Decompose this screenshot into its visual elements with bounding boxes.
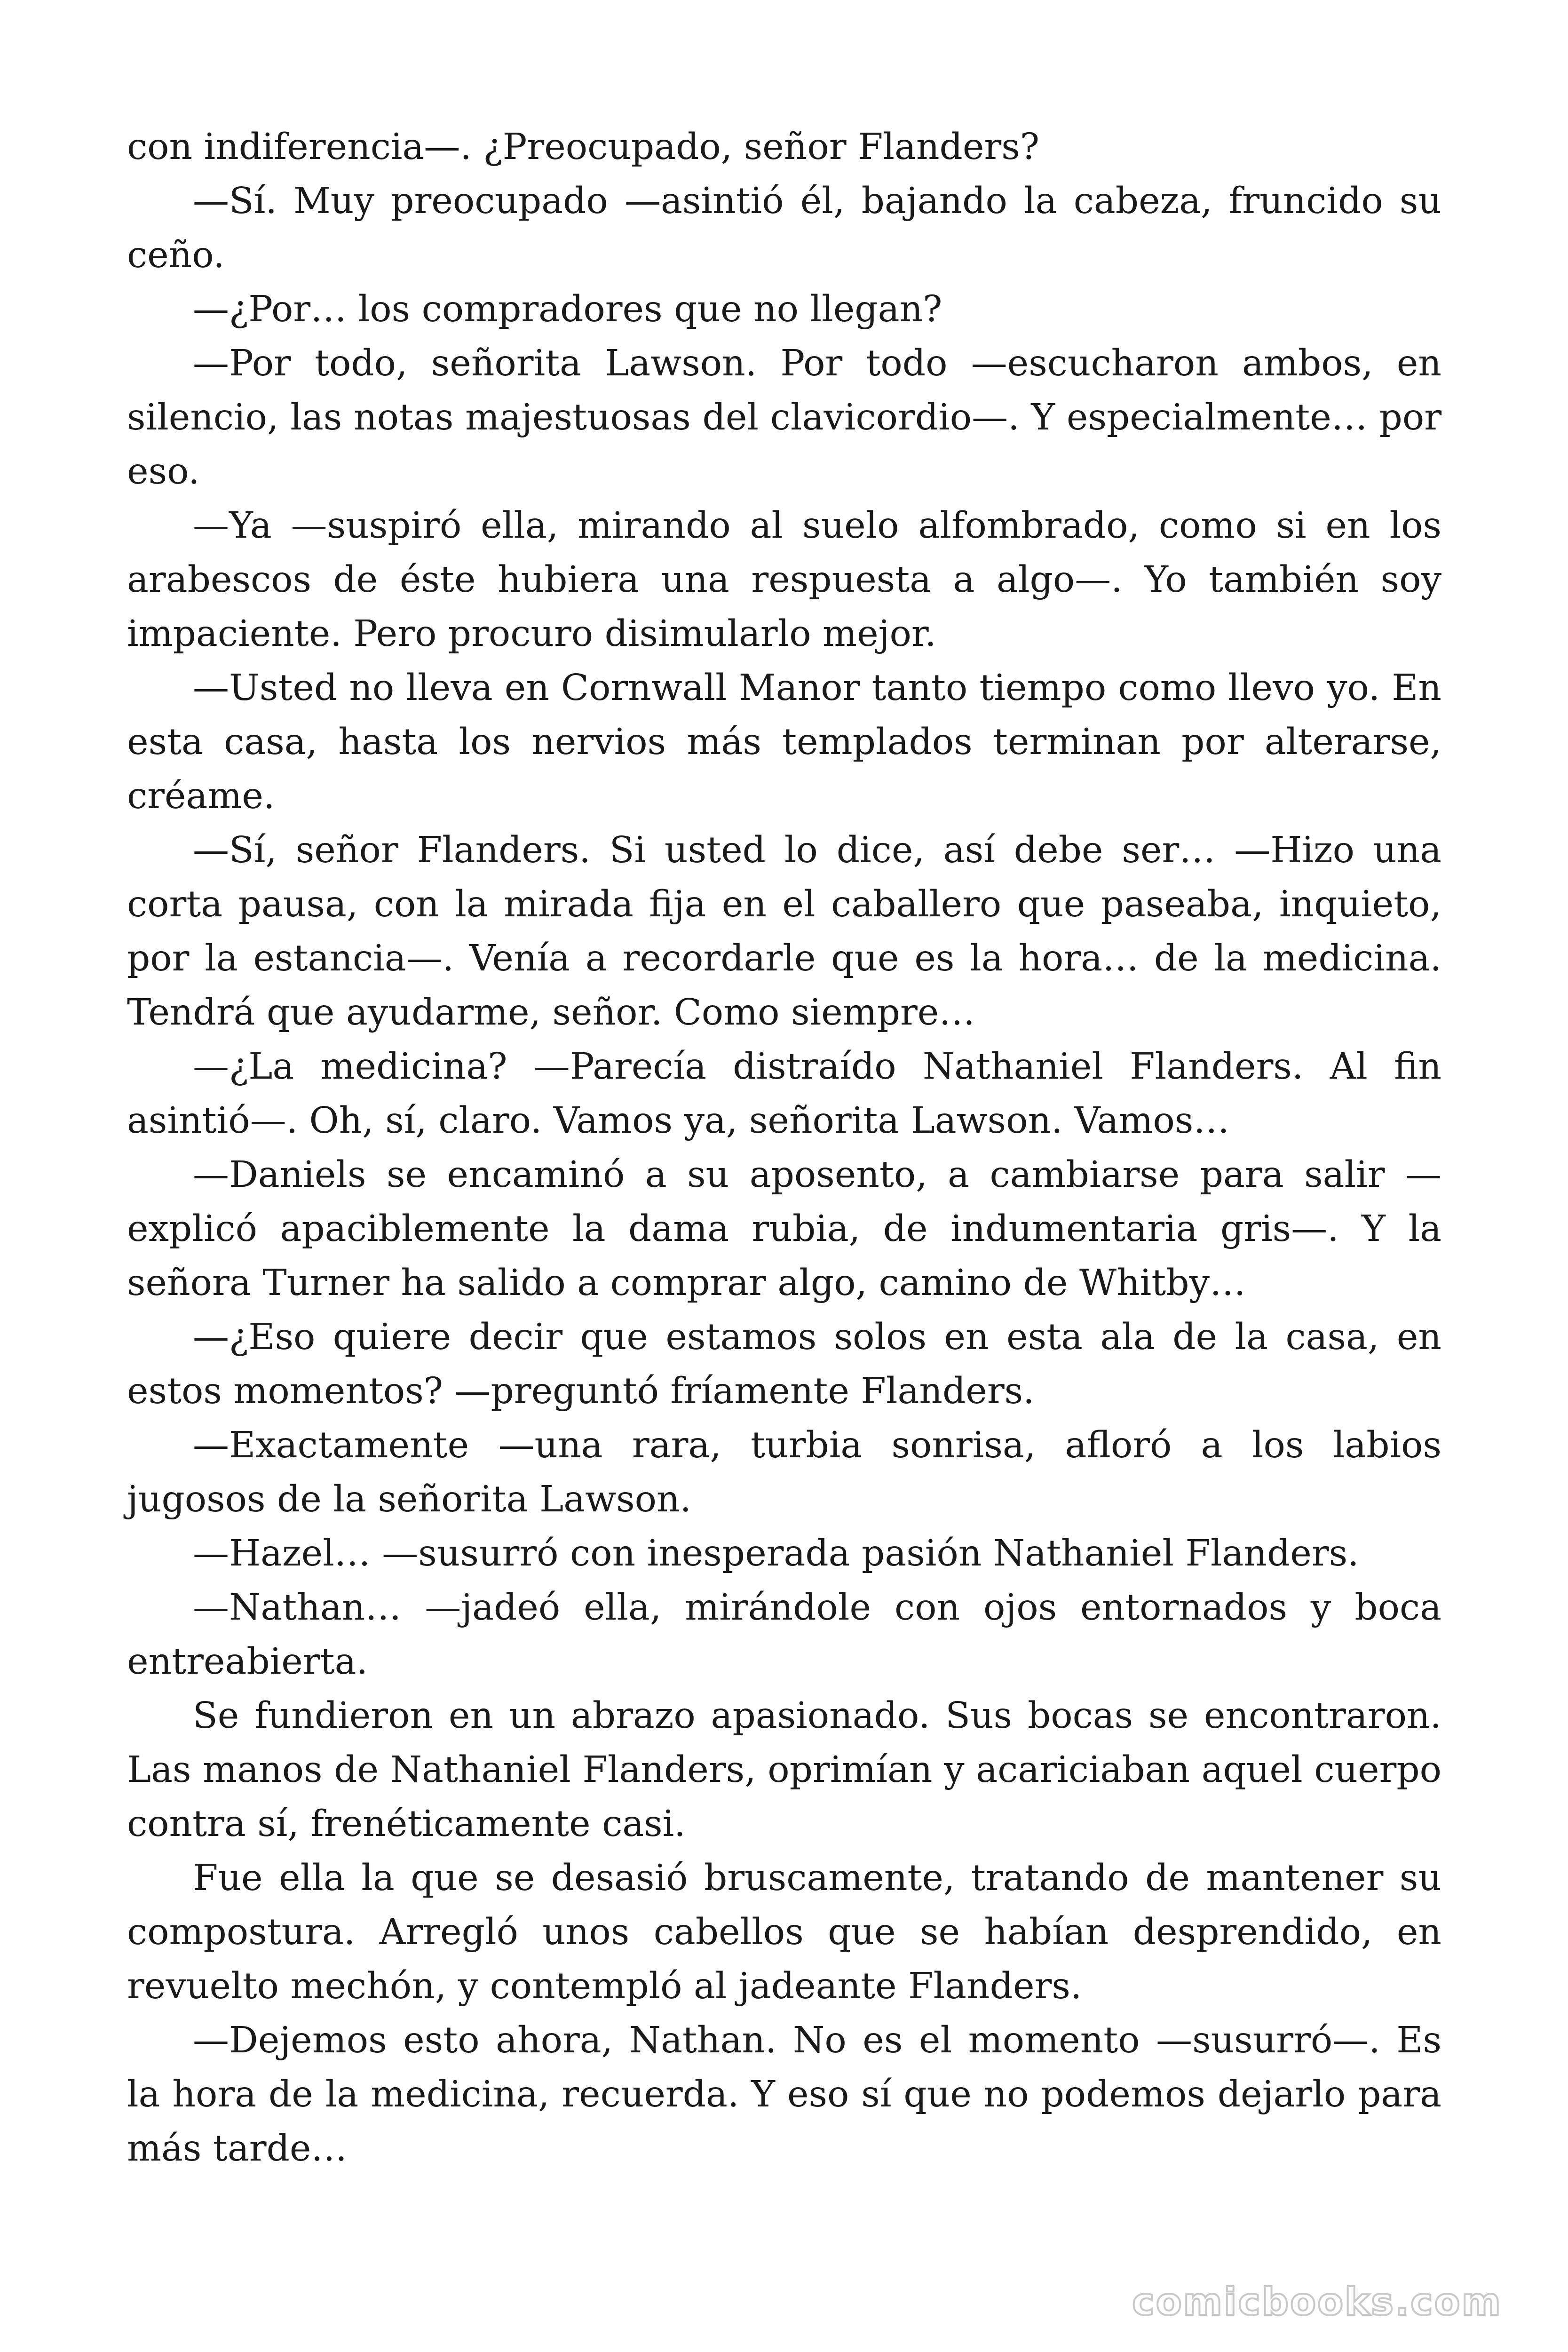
paragraph: —Nathan… —jadeó ella, mirándole con ojos entornados y boca entreabierta. [127, 1587, 1441, 1683]
paragraph: Se fundieron en un abrazo apasionado. Sus bocas se encontraron. Las manos de Nathaniel Flanders, oprimían y acariciaban aquel cuerpo contra sí, frenéticamente casi. [127, 1695, 1441, 1845]
paragraph: —Sí, señor Flanders. Si usted lo dice, así debe ser… —Hizo una corta pausa, con la mirada fija en el caballero que paseaba, inquieto, por la estancia—. Venía a recordarle que es la hora… de la medicina. Tendrá que ayudarme, señor. Como siempre… [127, 829, 1441, 1033]
paragraph: Fue ella la que se desasió bruscamente, tratando de mantener su compostura. Arregló unos cabellos que se habían desprendido, en revuelto mechón, y contempló al jadeante Flanders. [127, 1857, 1441, 2007]
paragraph: —Usted no lleva en Cornwall Manor tanto tiempo como llevo yo. En esta casa, hasta los nervios más templados terminan por alterarse, créame. [127, 667, 1441, 817]
paragraph: —Sí. Muy preocupado —asintió él, bajando la cabeza, fruncido su ceño. [127, 180, 1441, 276]
paragraph: —¿Por… los compradores que no llegan? [193, 288, 942, 330]
paragraph: con indiferencia—. ¿Preocupado, señor Flanders? [127, 126, 1040, 168]
paragraph: —¿La medicina? —Parecía distraído Nathaniel Flanders. Al fin asintió—. Oh, sí, claro. Vamos ya, señorita Lawson. Vamos… [127, 1046, 1441, 1142]
paragraph: —¿Eso quiere decir que estamos solos en esta ala de la casa, en estos momentos? —preguntó fríamente Flanders. [127, 1316, 1441, 1412]
paragraph: —Ya —suspiró ella, mirando al suelo alfombrado, como si en los arabescos de éste hubiera una respuesta a algo—. Yo también soy impaciente. Pero procuro disimularlo mejor. [127, 505, 1441, 655]
paragraph: —Dejemos esto ahora, Nathan. No es el momento —susurró—. Es la hora de la medicina, recuerda. Y eso sí que no podemos dejarlo para más tarde… [127, 2019, 1441, 2169]
paragraph: —Daniels se encaminó a su aposento, a cambiarse para salir —explicó apaciblemente la dama rubia, de indumentaria gris—. Y la señora Turner ha salido a comprar algo, camino de Whitby… [127, 1154, 1441, 1304]
paragraph: —Por todo, señorita Lawson. Por todo —escucharon ambos, en silencio, las notas majestuosas del clavicordio—. Y especialmente… por eso. [127, 342, 1441, 493]
paragraph: —Exactamente —una rara, turbia sonrisa, afloró a los labios jugosos de la señorita Lawson. [127, 1424, 1441, 1520]
watermark: comicbooks.com [1132, 2280, 1502, 2324]
page-body [127, 120, 1441, 2176]
paragraph: —Hazel… —susurró con inesperada pasión Nathaniel Flanders. [193, 1533, 1359, 1574]
